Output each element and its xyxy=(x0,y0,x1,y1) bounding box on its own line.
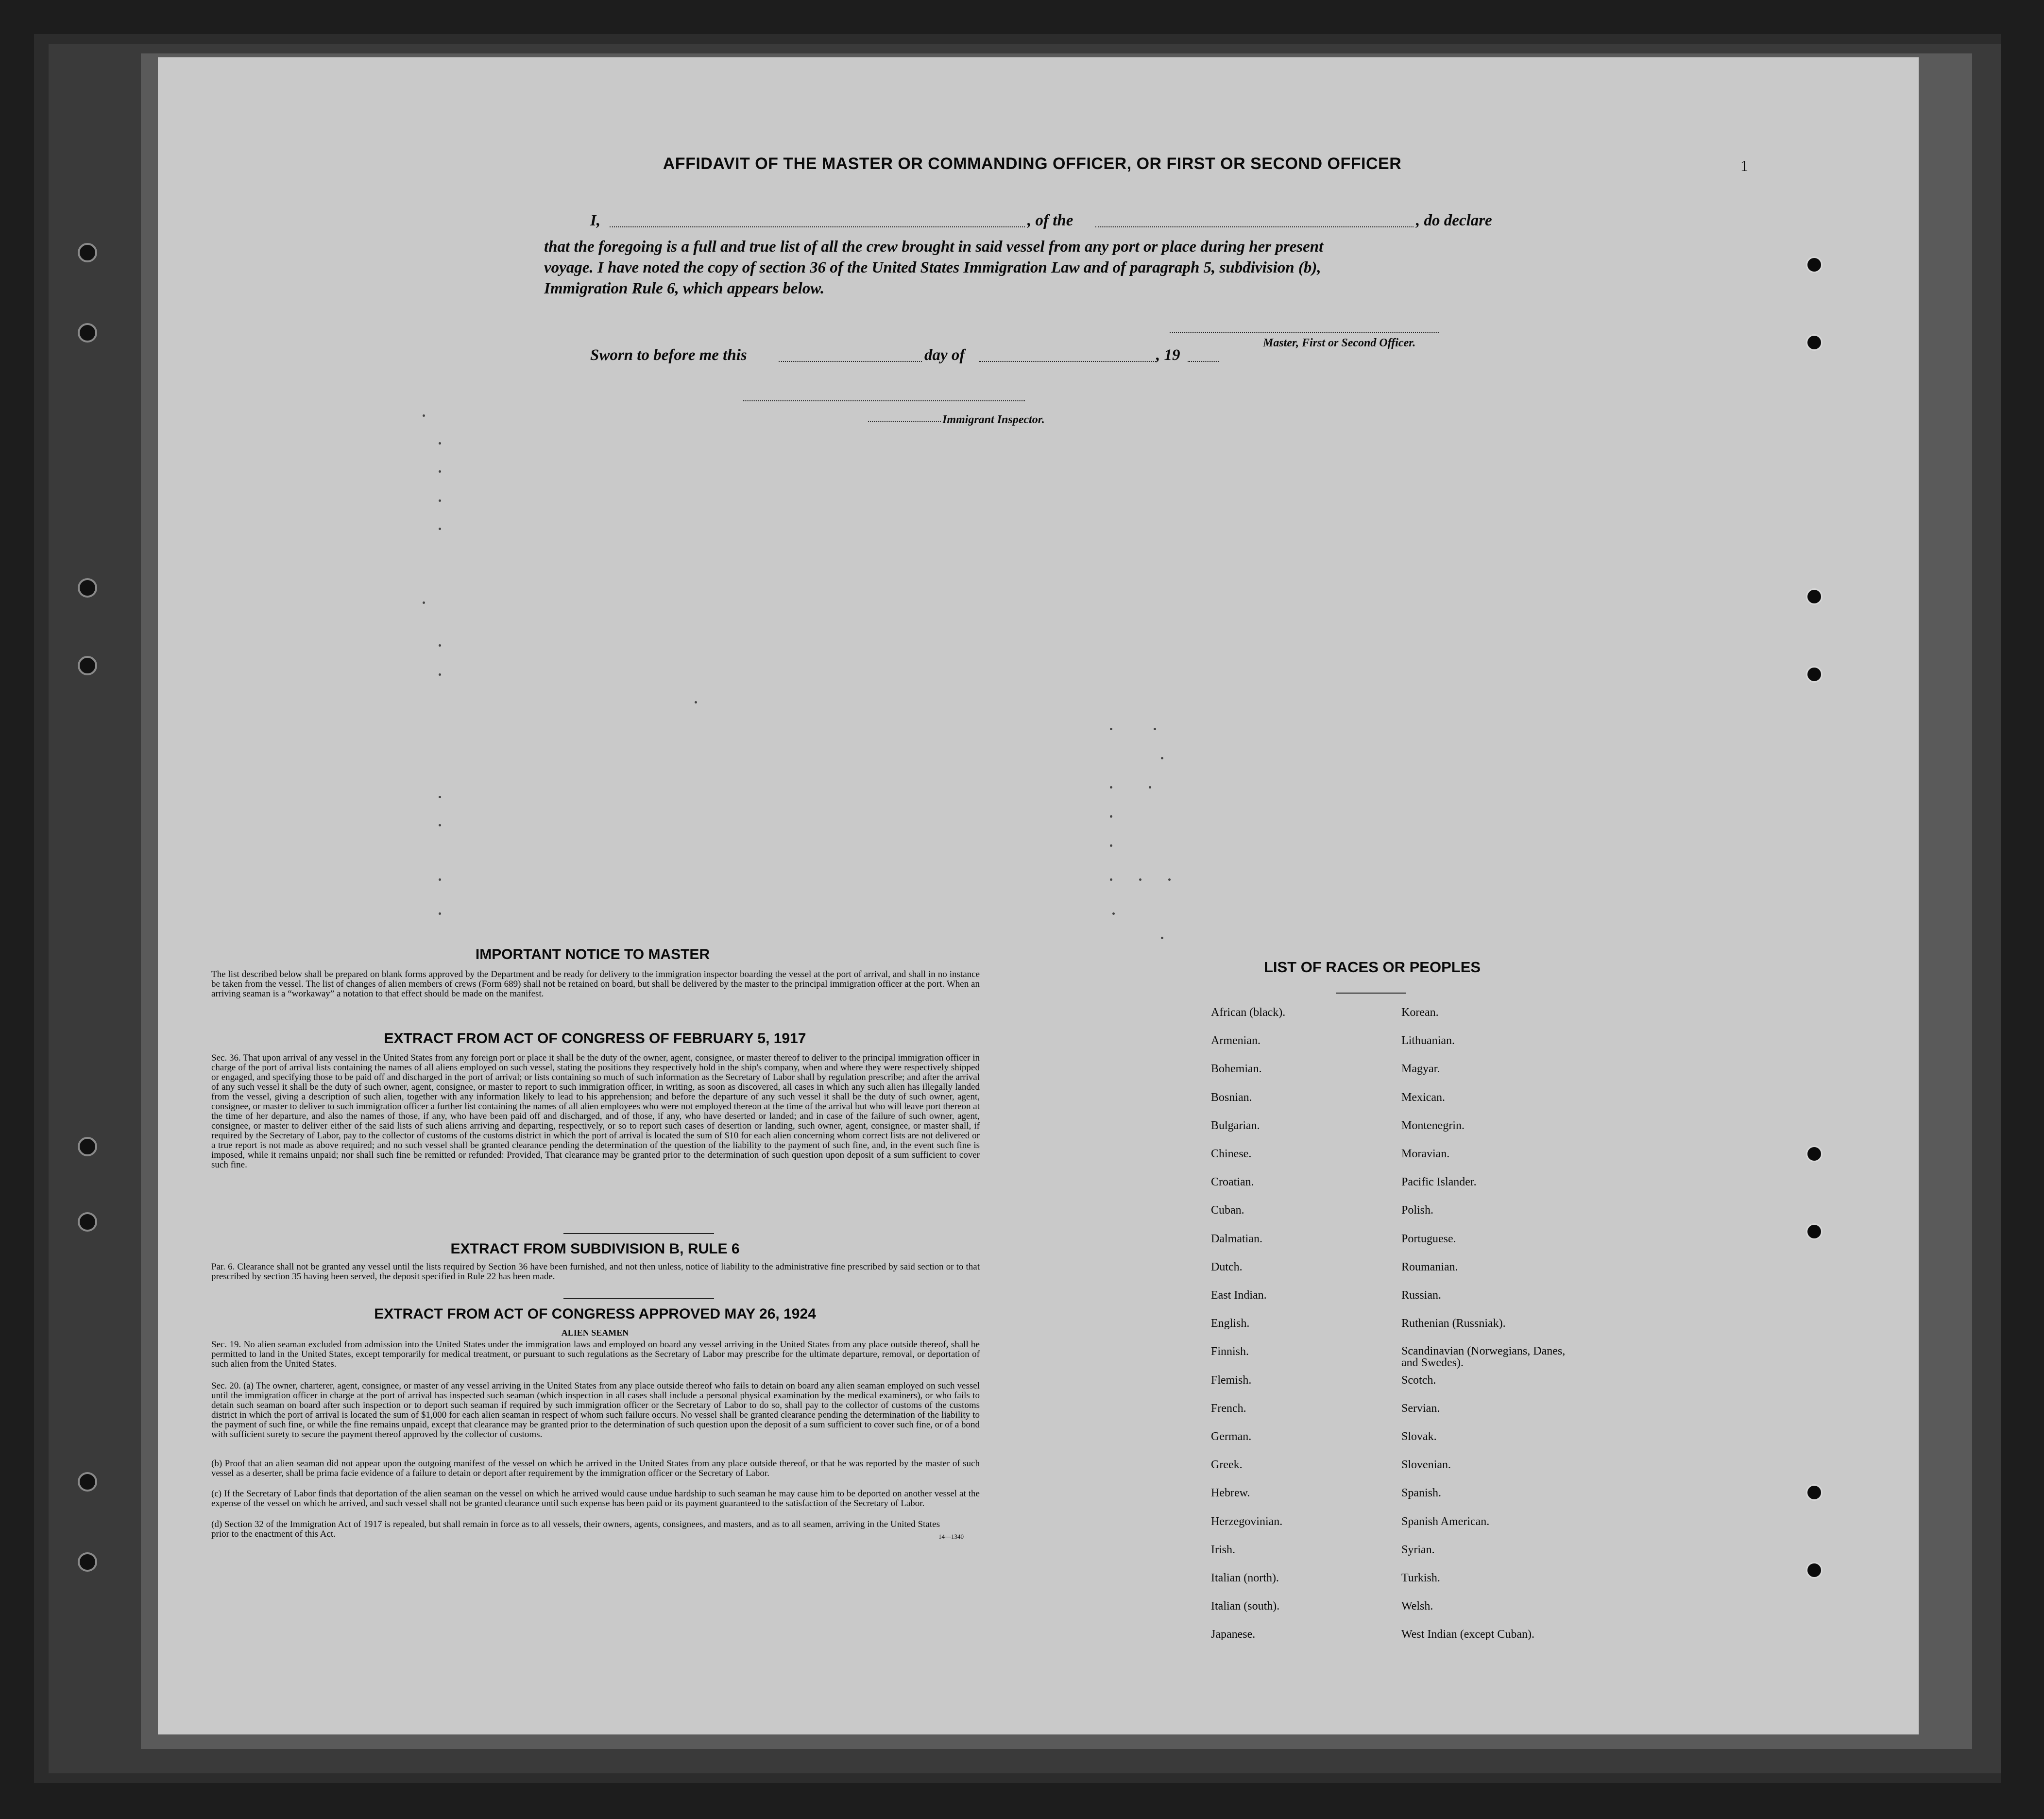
punch-hole xyxy=(1806,257,1823,273)
stray-mark xyxy=(423,414,425,417)
inspector-blank[interactable] xyxy=(743,400,1025,401)
punch-hole xyxy=(1806,1484,1823,1501)
race-item: Polish. xyxy=(1401,1204,1434,1217)
stray-mark xyxy=(1168,878,1171,881)
race-item: Cuban. xyxy=(1211,1204,1244,1217)
stray-mark xyxy=(1161,757,1163,759)
divider xyxy=(1336,993,1406,994)
signature-caption: Master, First or Second Officer. xyxy=(1263,337,1416,349)
divider xyxy=(563,1233,714,1234)
year-label: , 19 xyxy=(1156,346,1180,364)
stray-mark xyxy=(439,673,441,676)
race-item: Lithuanian. xyxy=(1401,1034,1455,1047)
race-item: Russian. xyxy=(1401,1289,1442,1302)
race-item: Bosnian. xyxy=(1211,1091,1252,1104)
binding-hole xyxy=(78,1472,97,1492)
race-item: Slovenian. xyxy=(1401,1459,1451,1472)
sworn-day-blank[interactable] xyxy=(779,361,922,362)
race-item: Scandinavian (Norwegians, Danes, and Swedes). xyxy=(1401,1345,1566,1370)
subdivision-b-title: EXTRACT FROM SUBDIVISION B, RULE 6 xyxy=(450,1241,740,1257)
race-item: Italian (south). xyxy=(1211,1600,1280,1613)
inspector-blank-short[interactable] xyxy=(868,421,941,422)
binding-hole xyxy=(78,1212,97,1232)
binding-hole xyxy=(78,578,97,598)
stray-mark xyxy=(695,701,697,704)
race-item: Chinese. xyxy=(1211,1148,1252,1160)
stray-mark xyxy=(439,470,441,473)
affidavit-line-3: voyage. I have noted the copy of section 36 of the United States Immigration Law and of paragraph 5, subdivision (b), xyxy=(544,259,1321,276)
form-number: 14—1340 xyxy=(938,1533,964,1540)
stray-mark xyxy=(439,878,441,881)
year-blank[interactable] xyxy=(1188,361,1219,362)
race-item: Herzegovinian. xyxy=(1211,1515,1283,1528)
race-item: Magyar. xyxy=(1401,1063,1440,1076)
stray-mark xyxy=(1110,786,1112,789)
inspector-caption: Immigrant Inspector. xyxy=(942,413,1045,426)
binding-hole xyxy=(78,323,97,343)
day-of-label: day of xyxy=(924,346,965,364)
form-page xyxy=(158,57,1919,1734)
race-item: Spanish American. xyxy=(1401,1515,1490,1528)
race-item: Moravian. xyxy=(1401,1148,1450,1160)
race-item: French. xyxy=(1211,1402,1246,1415)
stray-mark xyxy=(439,499,441,502)
stray-mark xyxy=(1161,937,1163,939)
extract-1924-para-4: (c) If the Secretary of Labor finds that deportation of the alien seaman on the vessel on which he arrived would cause undue hardship to such seaman he may cause him to be deported on another vessel at the expense of the vessel on which he arrived, and such vessel shall not be granted clearance until such expense has been paid or its payment guaranteed to the satisfaction of the Secretary of Labor. xyxy=(211,1489,980,1509)
race-item: Roumanian. xyxy=(1401,1260,1458,1273)
extract-1924-title: EXTRACT FROM ACT OF CONGRESS APPROVED MAY 26, 1924 xyxy=(374,1306,816,1322)
punch-hole xyxy=(1806,1223,1823,1240)
race-item: Ruthenian (Russniak). xyxy=(1401,1317,1506,1330)
race-item: Greek. xyxy=(1211,1459,1243,1472)
alien-seamen-subtitle: ALIEN SEAMEN xyxy=(561,1328,629,1338)
stray-mark xyxy=(439,796,441,798)
stray-mark xyxy=(439,528,441,530)
race-item: Finnish. xyxy=(1211,1345,1249,1358)
race-item: East Indian. xyxy=(1211,1289,1267,1302)
race-item: Mexican. xyxy=(1401,1091,1445,1104)
race-item: English. xyxy=(1211,1317,1250,1330)
race-item: Flemish. xyxy=(1211,1373,1252,1387)
race-item: Italian (north). xyxy=(1211,1572,1279,1584)
races-title: LIST OF RACES OR PEOPLES xyxy=(1263,959,1481,976)
stray-mark xyxy=(1149,786,1151,789)
race-item: Pacific Islander. xyxy=(1401,1176,1477,1189)
extract-1924-para-3: (b) Proof that an alien seaman did not appear upon the outgoing manifest of the vessel on which he arrived in the United States from any place outside thereof, or that he was reported by the master of such vessel as a deserter, shall be prima facie evidence of a failure to detain or deport after requirement by the immigration officer or the Secretary of Labor. xyxy=(211,1459,980,1478)
month-blank[interactable] xyxy=(979,361,1156,362)
name-blank[interactable] xyxy=(610,226,1025,227)
stray-mark xyxy=(439,442,441,445)
punch-hole xyxy=(1806,666,1823,683)
race-item: West Indian (except Cuban). xyxy=(1401,1628,1534,1641)
race-item: Croatian. xyxy=(1211,1176,1254,1189)
stray-mark xyxy=(439,824,441,826)
stray-mark xyxy=(423,601,425,604)
notice-title: IMPORTANT NOTICE TO MASTER xyxy=(475,946,710,962)
stray-mark xyxy=(1112,912,1115,915)
stray-mark xyxy=(439,644,441,647)
race-item: Armenian. xyxy=(1211,1034,1260,1047)
affidavit-title: AFFIDAVIT OF THE MASTER OR COMMANDING OFFICER, OR FIRST OR SECOND OFFICER xyxy=(663,154,1402,173)
page-number: 1 xyxy=(1740,157,1748,174)
race-item: African (black). xyxy=(1211,1006,1286,1019)
race-item: Spanish. xyxy=(1401,1487,1442,1500)
notice-body: The list described below shall be prepared on blank forms approved by the Department and be ready for delivery to the immigration inspector boarding the vessel at the port of arrival, and shall in no instance be taken from the vessel. The list of changes of alien members of crews (Form 689) shall not be retained on board, but shall be delivered by the master to the principal immigration officer at the port. When an arriving seaman is a “workaway” a notation to that effect should be made on the manifest. xyxy=(211,969,980,999)
race-item: Korean. xyxy=(1401,1006,1439,1019)
extract-1917-body: Sec. 36. That upon arrival of any vessel in the United States from any foreign port or place it shall be the duty of the owner, agent, consignee, or master thereof to deliver to the principal immigration officer in charge of the port of arrival lists containing the names of all aliens employed on such vessel, stating the positions they respectively hold in the ship's company, when and where they were respectively shipped or engaged, and specifying those to be paid off and discharged in the port of arrival; or lists containing so much of such information as the Secretary of Labor shall by regulation prescribe; and after the arrival of any such vessel it shall be the duty of such owner, agent, consignee, or master to report to such immigration officer, in writing, as soon as discovered, all cases in which any such alien has illegally landed from the vessel, giving a description of such alien, together with any information likely to lead to his apprehension; and before the departure of any such vessel it shall be the duty of such owner, agent, consignee, or master to deliver to such immigration officer a further list containing the names of all alien employees who were not employed thereon at the time of the arrival but who will leave port thereon at the time of her departure, and also the names of those, if any, who have been paid off and discharged, and of those, if any, who have deserted or landed; and in case of the failure of such owner, agent, consignee, or master to deliver either of the said lists of such aliens arriving and departing, respectively, or so to report such cases of desertion or landing, such owner, agent, consignee, or master shall, if required by the Secretary of Labor, pay to the collector of customs of the customs district in which the port of arrival is located the sum of $10 for each alien concerning whom correct lists are not delivered or a true report is not made as above required; and no such vessel shall be granted clearance pending the determination of the question of the liability to the payment of such fine, and, in the event such fine is imposed, while it remains unpaid; nor shall such fine be remitted or refunded: Provided, That clearance may be granted prior to the determination of such question upon deposit of a sum sufficient to cover such fine. xyxy=(211,1053,980,1170)
race-item: Bulgarian. xyxy=(1211,1119,1260,1132)
race-item: Dalmatian. xyxy=(1211,1232,1262,1245)
binding-hole xyxy=(78,243,97,262)
punch-hole xyxy=(1806,1146,1823,1162)
extract-1924-para-1: Sec. 19. No alien seaman excluded from admission into the United States under the immigration laws and employed on board any vessel arriving in the United States from any place outside thereof, shall be permitted to land in the United States, except temporarily for medical treatment, or pursuant to such regulations as the Secretary of Labor may prescribe for the ultimate departure, removal, or deportation of such alien from the United States. xyxy=(211,1339,980,1369)
extract-1924-para-2: Sec. 20. (a) The owner, charterer, agent, consignee, or master of any vessel arriving in the United States from any place outside thereof who fails to detain on board any alien seaman employed on such vessel until the immigration officer in charge at the port of arrival has inspected such seaman (which inspection in all cases shall include a personal physical examination by the medical examiners), or who fails to detain such seaman on board after such inspection or to deport such seaman if required by such immigration officer or the Secretary of Labor to do so, shall pay to the collector of customs of the customs district in which the port of arrival is located the sum of $1,000 for each alien seaman in respect of whom such failure occurs. No vessel shall be granted clearance pending the determination of the liability to the payment of such fine, or while the fine remains unpaid, except that clearance may be granted prior to the determination of such question upon the deposit of a sum sufficient to cover such fine, or of a bond with sufficient surety to secure the payment thereof approved by the collector of customs. xyxy=(211,1381,980,1440)
race-item: Irish. xyxy=(1211,1543,1235,1556)
stray-mark xyxy=(1110,815,1112,818)
race-item: Bohemian. xyxy=(1211,1063,1262,1076)
stray-mark xyxy=(439,912,441,915)
affidavit-line-4: Immigration Rule 6, which appears below. xyxy=(544,280,825,297)
affidavit-line-2: that the foregoing is a full and true list of all the crew brought in said vessel from any port or place during her present xyxy=(544,238,1324,256)
stray-mark xyxy=(1110,728,1112,730)
signature-blank[interactable] xyxy=(1170,332,1439,333)
extract-1917-title: EXTRACT FROM ACT OF CONGRESS OF FEBRUARY 5, 1917 xyxy=(384,1030,806,1047)
race-item: Scotch. xyxy=(1401,1373,1436,1387)
sworn-label: Sworn to before me this xyxy=(590,346,747,364)
race-item: Welsh. xyxy=(1401,1600,1433,1613)
race-item: Montenegrin. xyxy=(1401,1119,1465,1132)
vessel-blank[interactable] xyxy=(1095,226,1414,227)
affidavit-do-declare: , do declare xyxy=(1416,212,1492,229)
affidavit-of-the: , of the xyxy=(1027,212,1073,229)
punch-hole xyxy=(1806,1562,1823,1579)
race-item: Japanese. xyxy=(1211,1628,1256,1641)
stray-mark xyxy=(1110,878,1112,881)
stray-mark xyxy=(1154,728,1156,730)
punch-hole xyxy=(1806,334,1823,351)
race-item: German. xyxy=(1211,1430,1252,1443)
divider xyxy=(563,1298,714,1299)
race-item: Turkish. xyxy=(1401,1572,1440,1584)
stray-mark xyxy=(1139,878,1141,881)
subdivision-b-body: Par. 6. Clearance shall not be granted any vessel until the lists required by Section 36 have been furnished, and not then unless, notice of liability to the administrative fine prescribed by said section or to that prescribed by section 35 having been served, the deposit specified in Rule 22 has been made. xyxy=(211,1262,980,1282)
race-item: Portuguese. xyxy=(1401,1232,1456,1245)
binding-hole xyxy=(78,1137,97,1156)
affidavit-i-label: I, xyxy=(590,212,601,229)
race-item: Servian. xyxy=(1401,1402,1440,1415)
punch-hole xyxy=(1806,588,1823,605)
stray-mark xyxy=(1110,844,1112,847)
race-item: Dutch. xyxy=(1211,1260,1243,1273)
race-item: Hebrew. xyxy=(1211,1487,1250,1500)
race-item: Syrian. xyxy=(1401,1543,1435,1556)
extract-1924-para-5: (d) Section 32 of the Immigration Act of 1917 is repealed, but shall remain in force as to all vessels, their owners, agents, consignees, and masters, and as to all seamen, arriving in the United States prior to the enactment of this Act. xyxy=(211,1519,940,1539)
binding-hole xyxy=(78,656,97,675)
binding-hole xyxy=(78,1552,97,1572)
race-item: Slovak. xyxy=(1401,1430,1437,1443)
